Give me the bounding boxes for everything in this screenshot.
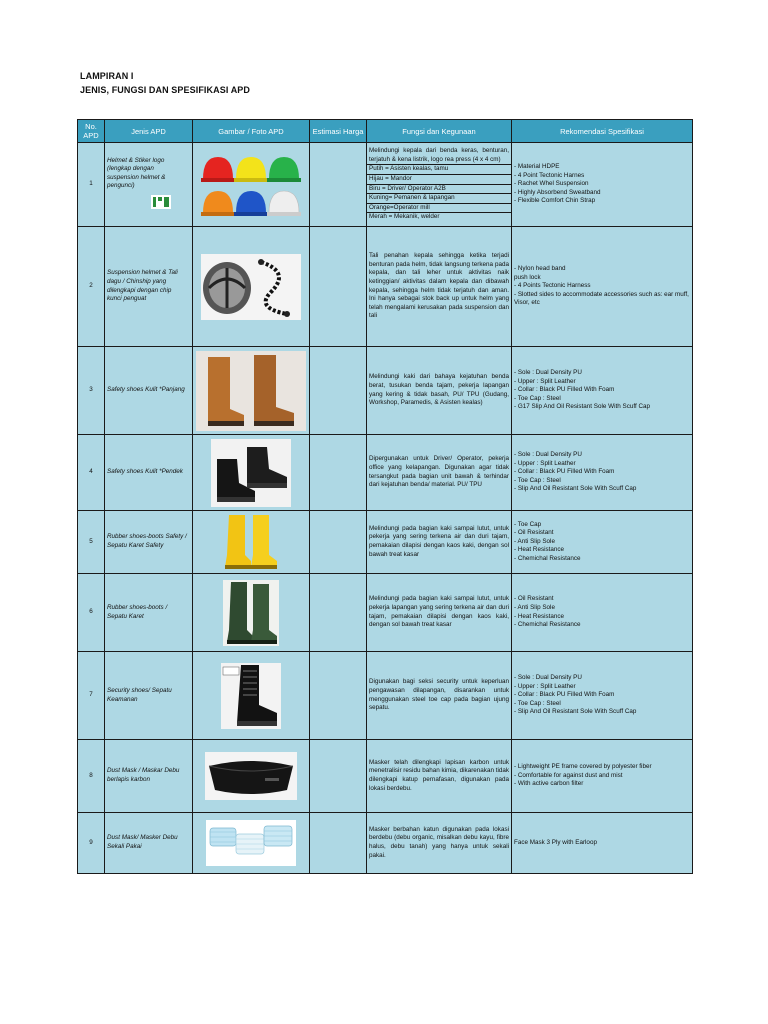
face-mask-icon bbox=[264, 826, 292, 846]
column-header-gambar: Gambar / Foto APD bbox=[193, 120, 310, 143]
apd-type: Suspension helmet & Tali dagu / Chinship yang dilengkapi dengan chip kunci penguat bbox=[105, 227, 193, 347]
recommendation-cell: - Sole : Dual Density PU - Upper : Split Leather - Collar : Black PU Filled With Foam - Toe Cap : Steel - Slip And Oil Resistant Sole With Scuff Cap bbox=[512, 652, 693, 740]
apd-type: Dust Mask / Maskar Debu berlapis karbon bbox=[105, 740, 193, 813]
helmet-white-icon bbox=[267, 191, 301, 216]
helmets-photo bbox=[193, 143, 310, 227]
recommendation-cell: - Sole : Dual Density PU - Upper : Split Leather - Collar : Black PU Filled With Foam - Toe Cap : Steel - G17 Slip And Oil Resistant Sole With Scuff Cap bbox=[512, 347, 693, 435]
face-mask-icon bbox=[210, 828, 236, 846]
apd-type: Rubber shoes-boots / Sepatu Karet bbox=[105, 574, 193, 652]
carbon-mask-icon bbox=[209, 761, 293, 794]
table-row bbox=[78, 227, 693, 347]
column-header-no: No. APD bbox=[78, 120, 105, 143]
face-mask-icon bbox=[236, 834, 264, 854]
apd-type: Safety shoes Kulit *Panjang bbox=[105, 347, 193, 435]
apd-type: Dust Mask/ Masker Debu Sekali Pakai bbox=[105, 813, 193, 874]
recommendation-cell: - Toe Cap - Oil Resistant - Anti Slip Sole - Heat Resistance - Chemichal Resistance bbox=[512, 511, 693, 574]
table-row bbox=[78, 347, 693, 435]
recommendation-cell: - Lightweight PE frame covered by polyester fiber - Comfortable for against dust and mist - With active carbon filter bbox=[512, 740, 693, 813]
apd-type: Security shoes/ Sepatu Keamanan bbox=[105, 652, 193, 740]
long-boots-photo bbox=[193, 347, 310, 435]
helmet-orange-icon bbox=[201, 191, 235, 216]
function-cell: Dipergunakan untuk Driver/ Operator, pekerja office yang kelapangan. Digunakan agar tidak tersangkut pada bagian unit bawah & terhindar dari kejatuhan benda/ material. PU/ TPU bbox=[367, 435, 512, 511]
function-cell: Tali penahan kepala sehingga ketika terjadi benturan pada helm, tidak langsung terkena pada kepala, dan tali leher untuk aktivitas naik ketinggian/ aktivitas dalam kepala dan dibawah kepala, sehingga helm tidak terjatuh dan aman. Ini hanya sebagai stok back up untuk helm yang telah mengalami kerusakan pada suspension dan tali bbox=[367, 227, 512, 347]
security-boots-photo bbox=[193, 652, 310, 740]
rubber-boot-icon bbox=[251, 515, 277, 569]
price-cell bbox=[310, 227, 367, 347]
suspension-photo bbox=[193, 227, 310, 347]
apd-type: Rubber shoes-boots Safety / Sepatu Karet Safety bbox=[105, 511, 193, 574]
helmet-suspension-icon bbox=[203, 262, 251, 314]
function-cell: Digunakan bagi seksi security untuk keperluan pengawasan dilapangan, disarankan untuk menggunakan steel toe cap pada bagian ujung sepatu. bbox=[367, 652, 512, 740]
function-cell: Melindungi pada bagian kaki sampai lutut, untuk pekerja yang sering terkena air dan duri tajam, pemakaian dilapisi dengan kaos kaki, dengan sol bawah treat kasar bbox=[367, 511, 512, 574]
helmet-red-icon bbox=[201, 157, 235, 182]
function-cell: Melindungi kaki dari bahaya kejatuhan benda berat, tusukan benda tajam, pekerja lapangan yang kering & tidak basah, PU/ TPU (Gudang, Workshop, Paramedis, & Asisten kealas) bbox=[367, 347, 512, 435]
recommendation-cell: - Material HDPE - 4 Point Tectonic Harnes - Rachet Whel Suspension - Highly Absorbend Sweatband - Flexible Comfort Chin Strap bbox=[512, 143, 693, 227]
function-cell: Melindungi kepala dari benda keras, benturan, terjatuh & kena listrik, logo rea press (4 x 4 cm) Putih = Asisten kealas, tamu Hijau = Mandor Biru = Driver/ Operator A2B Kuning= Pemanen & lapangan Orange=Operator mill Merah = Mekanik, welder bbox=[367, 143, 512, 227]
row-number: 2 bbox=[78, 227, 105, 347]
row-number: 7 bbox=[78, 652, 105, 740]
apd-type: Helmet & Stiker logo (lengkap dengan suspension helmet & pengunci) bbox=[105, 143, 193, 227]
row-number: 1 bbox=[78, 143, 105, 227]
helmet-blue-icon bbox=[234, 191, 268, 216]
function-cell: Masker telah dilengkapi lapisan karbon untuk menetralisir residu bahan kimia, dikarenakan tidak dilengkapi katup pernafasan, digunakan pada lokasi berdebu. bbox=[367, 740, 512, 813]
row-number: 3 bbox=[78, 347, 105, 435]
column-header-harga: Estimasi Harga bbox=[310, 120, 367, 143]
function-cell: Melindungi pada bagian kaki sampai lutut, untuk pekerja lapangan yang sering terkena air dan duri tajam, pemakaian dilapisi dengan kaos kaki, dengan sol bawah treat kasar bbox=[367, 574, 512, 652]
table-row bbox=[78, 435, 693, 511]
apd-type: Safety shoes Kulit *Pendek bbox=[105, 435, 193, 511]
helmet-green-icon bbox=[267, 157, 301, 182]
table-row bbox=[78, 574, 693, 652]
price-cell bbox=[310, 435, 367, 511]
rubber-boot-icon bbox=[225, 515, 251, 569]
column-header-jenis: Jenis APD bbox=[105, 120, 193, 143]
price-cell bbox=[310, 511, 367, 574]
table-row bbox=[78, 813, 693, 874]
row-number: 5 bbox=[78, 511, 105, 574]
price-cell bbox=[310, 652, 367, 740]
apd-table bbox=[77, 119, 693, 874]
row-number: 4 bbox=[78, 435, 105, 511]
dust-mask-photo bbox=[193, 740, 310, 813]
table-row bbox=[78, 652, 693, 740]
green-boots-photo bbox=[193, 574, 310, 652]
yellow-boots-photo bbox=[193, 511, 310, 574]
price-cell bbox=[310, 740, 367, 813]
price-cell bbox=[310, 143, 367, 227]
company-logo-icon bbox=[151, 195, 171, 209]
recommendation-cell: Face Mask 3 Ply with Earloop bbox=[512, 813, 693, 874]
price-cell bbox=[310, 347, 367, 435]
row-number: 6 bbox=[78, 574, 105, 652]
page-heading-title: JENIS, FUNGSI DAN SPESIFIKASI APD bbox=[80, 85, 250, 95]
short-shoes-photo bbox=[193, 435, 310, 511]
table-row bbox=[78, 511, 693, 574]
recommendation-cell: - Oil Resistant - Anti Slip Sole - Heat Resistance - Chemichal Resistance bbox=[512, 574, 693, 652]
table-row bbox=[78, 143, 693, 227]
price-cell bbox=[310, 813, 367, 874]
table-row bbox=[78, 740, 693, 813]
brand-label-icon bbox=[223, 667, 239, 675]
page-heading-lampiran: LAMPIRAN I bbox=[80, 71, 134, 81]
row-number: 8 bbox=[78, 740, 105, 813]
column-header-rekomendasi: Rekomendasi Spesifikasi bbox=[512, 120, 693, 143]
recommendation-cell: - Nylon head band push lock - 4 Points Tectonic Harness - Slotted sides to accommodate accessories such as: ear muff, Visor, etc bbox=[512, 227, 693, 347]
function-cell: Masker berbahan katun digunakan pada lokasi berdebu (debu organic, misalkan debu kayu, fibre halus, debu tanah) yang hanya untuk sekali pakai. bbox=[367, 813, 512, 874]
table-header-row bbox=[78, 120, 693, 143]
row-number: 9 bbox=[78, 813, 105, 874]
recommendation-cell: - Sole : Dual Density PU - Upper : Split Leather - Collar : Black PU Filled With Foam - Toe Cap : Steel - Slip And Oil Resistant Sole With Scuff Cap bbox=[512, 435, 693, 511]
column-header-fungsi: Fungsi dan Kegunaan bbox=[367, 120, 512, 143]
price-cell bbox=[310, 574, 367, 652]
disposable-mask-photo bbox=[193, 813, 310, 874]
helmet-yellow-icon bbox=[234, 157, 268, 182]
